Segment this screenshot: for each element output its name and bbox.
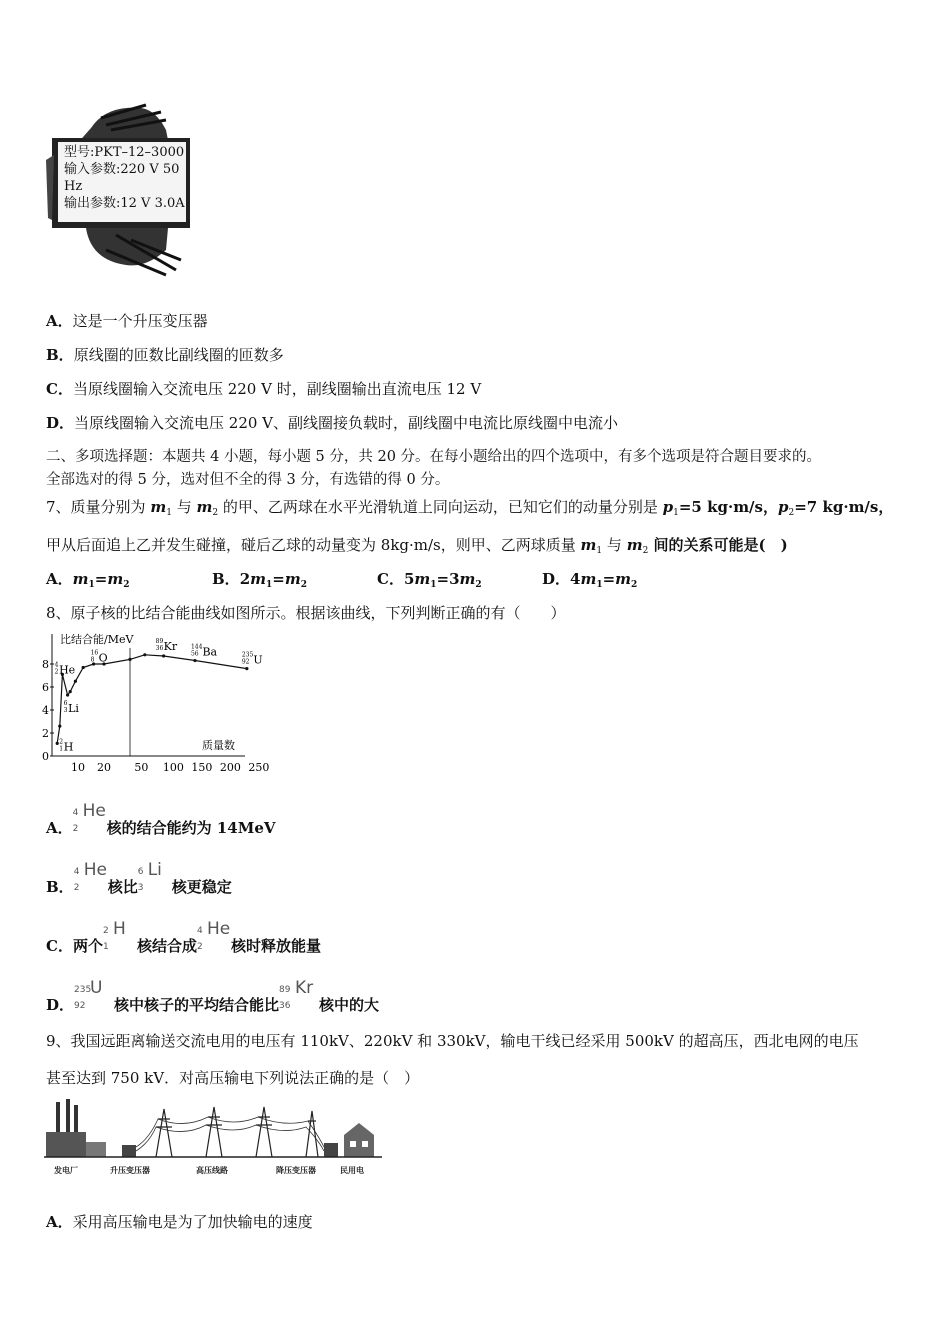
data-point <box>82 666 85 669</box>
svg-text:He: He <box>59 663 76 677</box>
x-tick-label: 100 <box>162 761 184 774</box>
annotation-li <box>64 700 80 715</box>
y-tick-label: 4 <box>42 704 49 717</box>
x-tick-label: 20 <box>97 761 111 774</box>
svg-text:H: H <box>63 740 74 754</box>
plate-model: 型号:PKT–12–3000 <box>64 145 185 160</box>
q8-option-d: D． 235 92 U 核中核子的平均结合能比 89 36 Kr 核中的大 <box>46 978 380 1014</box>
svg-text:Ba: Ba <box>202 645 218 659</box>
q7-option-d: D．$4m_1=m_2$ <box>542 570 638 590</box>
data-point <box>58 725 61 728</box>
transformer-image <box>46 100 196 275</box>
binding-energy-chart <box>40 628 270 776</box>
q8-option-a: A． 4 2 He 核的结合能约为 14MeV <box>46 801 276 837</box>
plate-output: 输出参数:12 V 3.0A <box>64 196 185 211</box>
svg-text:56: 56 <box>190 650 199 658</box>
annotation-he <box>55 661 76 676</box>
annotation-o <box>91 650 108 665</box>
label-hv-lines: 高压线路 <box>196 1166 228 1175</box>
he-nuclide-c: 4 2 He <box>196 919 231 952</box>
power-transmission-diagram <box>44 1097 384 1182</box>
annotation-kr <box>156 638 178 653</box>
he-nuclide-a: 4 2 He <box>72 801 106 834</box>
house <box>344 1123 374 1157</box>
y-tick-label: 8 <box>42 658 49 671</box>
step-down-transformer <box>324 1143 338 1157</box>
h-nuclide-c: 2 1 H <box>102 919 126 952</box>
chimney-2 <box>66 1099 70 1132</box>
kr-nuclide-d: 89 36 Kr <box>279 978 314 1011</box>
q8-option-b: B． 4 2 He 核比 6 3 Li 核更稳定 <box>46 860 232 896</box>
annotation-u <box>242 652 263 667</box>
label-step-down: 降压变压器 <box>276 1166 316 1175</box>
u-nuclide-d: 235 92 U <box>74 978 103 1011</box>
svg-text:16: 16 <box>90 649 99 657</box>
q6-option-b: B．原线圈的匝数比副线圈的匝数多 <box>46 346 284 364</box>
svg-text:O: O <box>98 651 108 665</box>
svg-text:4: 4 <box>54 661 59 669</box>
data-point <box>245 667 248 670</box>
y-tick-label: 2 <box>42 727 49 740</box>
q9-option-a: A．采用高压输电是为了加快输电的速度 <box>46 1213 313 1231</box>
q9-stem-line2: 甚至达到 750 kV．对高压输电下列说法正确的是（ ） <box>46 1069 420 1087</box>
svg-text:2: 2 <box>59 738 64 746</box>
y-axis-label: 比结合能/MeV <box>60 633 134 646</box>
q8-stem: 8、原子核的比结合能曲线如图所示。根据该曲线，下列判断正确的有（ ） <box>46 604 566 622</box>
svg-text:6: 6 <box>63 699 68 707</box>
q7-stem-line1: 7、质量分别为 $m_1$ 与 $m_2$ 的甲、乙两球在水平光滑轨道上同向运动，已知它们的动量分别是 $p_1=5$ kg·m/s，$p_2=7$ kg·m/s， <box>46 498 894 518</box>
svg-text:Li: Li <box>68 701 79 715</box>
q6-option-a: A．这是一个升压变压器 <box>46 312 208 330</box>
q6-option-c: C．当原线圈输入交流电压 220 V 时，副线圈输出直流电压 12 V <box>46 380 482 398</box>
svg-text:92: 92 <box>241 658 250 666</box>
chimney-3 <box>74 1105 78 1132</box>
q7-option-b: B．$2m_1=m_2$ <box>212 570 307 590</box>
chart-labels <box>42 632 269 774</box>
svg-text:89: 89 <box>155 637 164 645</box>
label-power-plant: 发电厂 <box>54 1166 78 1175</box>
he-nuclide-b: 4 2 He <box>73 860 107 893</box>
x-tick-label: 50 <box>134 761 149 774</box>
data-point <box>193 659 196 662</box>
q9-stem-line1: 9、我国远距离输送交流电用的电压有 110kV、220kV 和 330kV，输电干线已经采用 500kV 的超高压，西北电网的电压 <box>46 1032 859 1050</box>
li-nuclide-b: 6 3 Li <box>137 860 162 893</box>
binding-energy-curve <box>54 655 247 744</box>
data-point <box>162 654 165 657</box>
section2-line2: 全部选对的得 5 分，选对但不全的得 3 分，有选错的得 0 分。 <box>46 472 450 488</box>
svg-text:144: 144 <box>190 643 203 651</box>
label-residential: 民用电 <box>340 1166 364 1175</box>
svg-text:Kr: Kr <box>163 639 178 653</box>
data-point <box>128 658 131 661</box>
data-point <box>66 693 69 696</box>
svg-text:2: 2 <box>54 668 59 676</box>
chimney-1 <box>56 1102 60 1132</box>
y-tick-label: 0 <box>42 750 49 763</box>
svg-text:8: 8 <box>90 656 95 664</box>
annotation-h <box>59 738 73 753</box>
x-tick-label: 10 <box>71 761 85 774</box>
q6-option-d: D．当原线圈输入交流电压 220 V、副线圈接负载时，副线圈中电流比原线圈中电流小 <box>46 414 619 432</box>
svg-text:3: 3 <box>63 706 68 714</box>
label-step-up: 升压变压器 <box>110 1166 150 1175</box>
svg-text:36: 36 <box>155 644 164 652</box>
plate-input: 输入参数:220 V 50 Hz <box>64 162 180 194</box>
x-tick-label: 150 <box>191 761 213 774</box>
section2-line1: 二、多项选择题：本题共 4 小题，每小题 5 分，共 20 分。在每小题给出的四个选项中，有多个选项是符合题目要求的。 <box>46 449 822 465</box>
q7-stem-line2: 甲从后面追上乙并发生碰撞，碰后乙球的动量变为 8kg·m/s，则甲、乙两球质量 $m_1$ 与 $m_2$ 间的关系可能是( ) <box>46 536 788 556</box>
q7-option-c: C．$5m_1=3m_2$ <box>377 570 482 590</box>
x-axis-label: 质量数 <box>202 739 235 752</box>
x-tick-label: 200 <box>219 761 241 774</box>
y-tick-label: 6 <box>42 681 49 694</box>
data-point <box>143 653 146 656</box>
annotation-ba <box>191 644 218 659</box>
q8-option-c: C．两个 2 1 H 核结合成 4 2 He 核时释放能量 <box>46 919 321 955</box>
svg-text:235: 235 <box>241 651 254 659</box>
data-point <box>69 690 72 693</box>
step-up-transformer <box>122 1145 136 1157</box>
svg-text:U: U <box>253 653 263 667</box>
data-point <box>74 680 77 683</box>
power-plant-building <box>46 1132 86 1157</box>
towers <box>156 1107 318 1157</box>
q7-option-a: A．$m_1=m_2$ <box>46 570 130 590</box>
x-tick-label: 250 <box>248 761 270 774</box>
svg-text:1: 1 <box>59 745 64 753</box>
